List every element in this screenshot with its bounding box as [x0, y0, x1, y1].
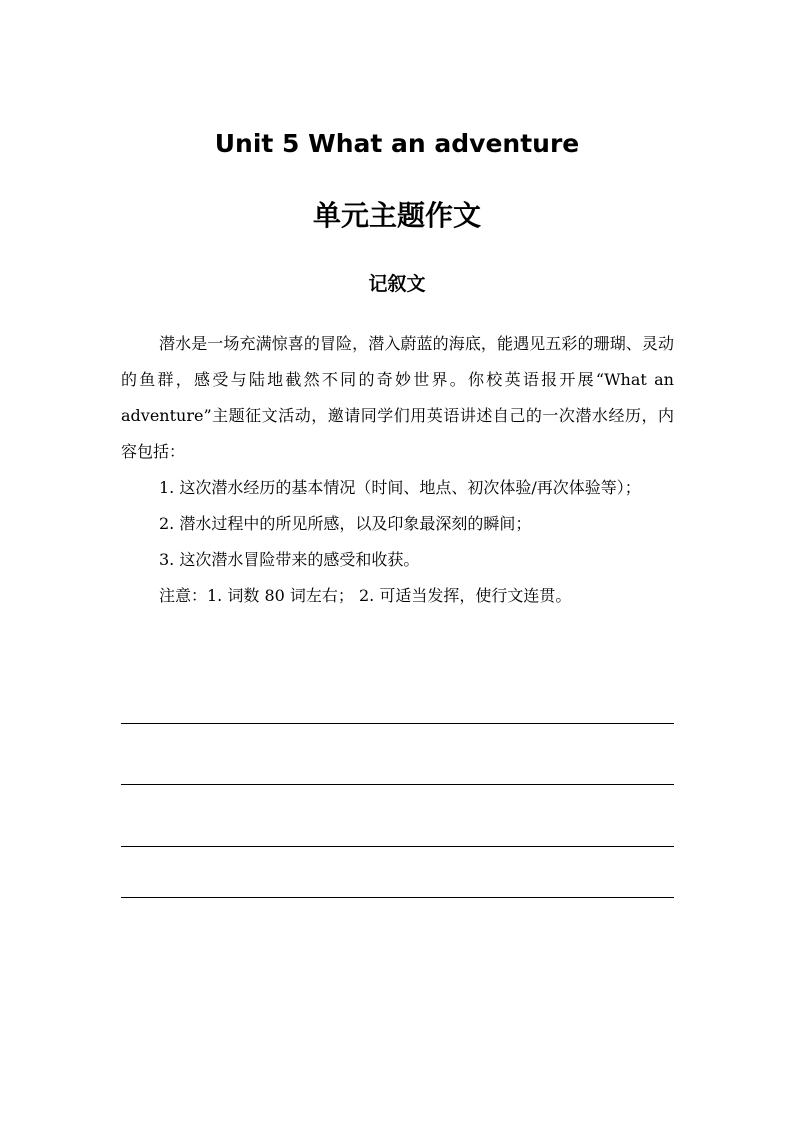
section-heading: 单元主题作文 — [312, 199, 481, 232]
unit-title: Unit 5 What an adventure — [214, 129, 580, 158]
prompt-paragraph: 潜水是一场充满惊喜的冒险，潜入蔚蓝的海底，能遇见五彩的珊瑚、灵动的鱼群，感受与陆地截然不同的奇妙世界。你校英语报开展“What an adventure”主题征文活动，邀请同学们用英语讲述自己的一次潜水经历，内容包括： — [121, 334, 674, 461]
point-2: 2. 潜水过程中的所见所感，以及印象最深刻的瞬间； — [159, 514, 532, 533]
point-3: 3. 这次潜水冒险带来的感受和收获。 — [159, 550, 420, 569]
answer-line[interactable] — [121, 846, 674, 847]
note-line: 注意：1. 词数 80 词左右； 2. 可适当发挥，使行文连贯。 — [159, 586, 572, 605]
answer-line[interactable] — [121, 897, 674, 898]
point-1: 1. 这次潜水经历的基本情况（时间、地点、初次体验/再次体验等）； — [159, 478, 641, 497]
task-body — [121, 326, 674, 614]
answer-line[interactable] — [121, 723, 674, 724]
answer-line[interactable] — [121, 784, 674, 785]
genre-heading: 记叙文 — [368, 273, 426, 295]
